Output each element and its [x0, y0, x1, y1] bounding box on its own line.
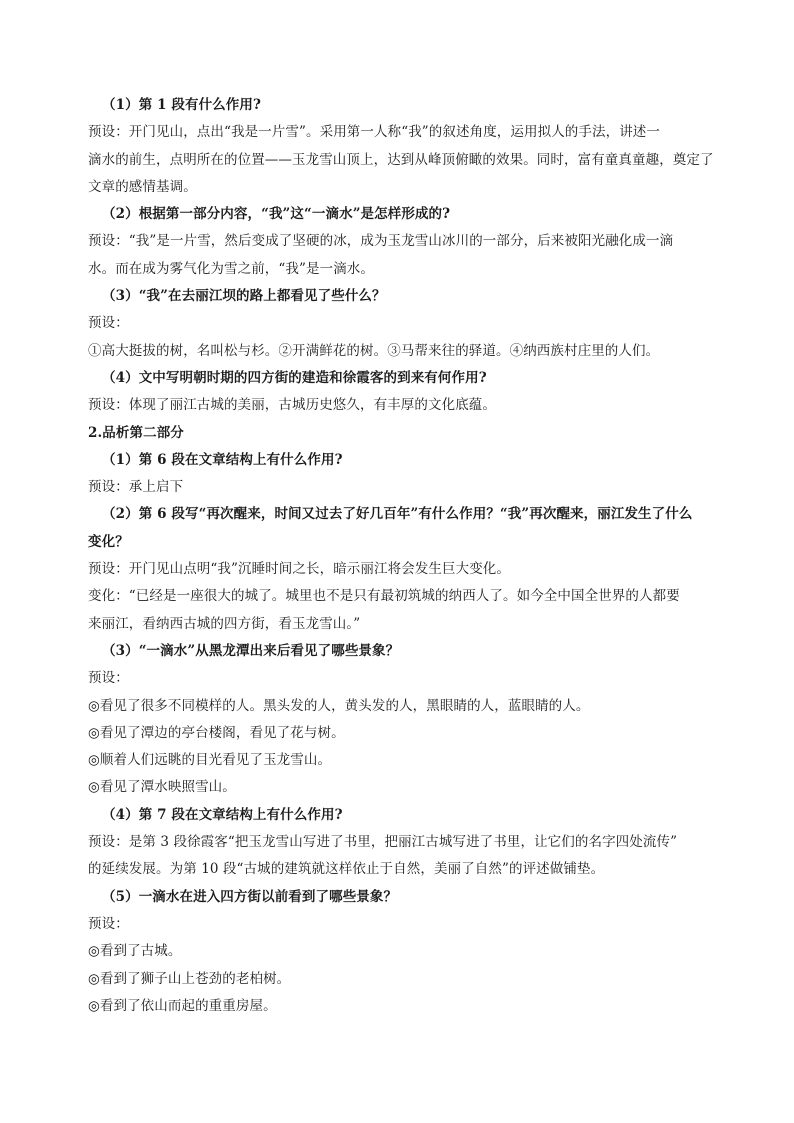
- question-line: （3）“一滴水”从黑龙潭出来后看见了哪些景象？: [102, 642, 400, 659]
- answer-line: ◎看见了潭水映照雪山。: [88, 779, 236, 796]
- answer-line: ◎看到了古城。: [88, 943, 182, 960]
- question-line: （1）第 1 段有什么作用?: [102, 97, 261, 113]
- question-continuation: 变化？: [88, 533, 129, 550]
- question-line: （5）一滴水在进入四方街以前看到了哪些景象？: [102, 888, 398, 905]
- answer-line: 预设：: [88, 670, 129, 687]
- answer-line: ◎顺着人们远眺的目光看见了玉龙雪山。: [88, 752, 332, 769]
- text-continuation: ①高大挺拔的树，名叫松与杉。②开满鲜花的树。③马帮来往的驿道。④纳西族村庄里的人们。: [88, 342, 660, 359]
- text-continuation: 来丽江，看纳西古城的四方街，看玉龙雪山。”: [88, 615, 361, 632]
- text-continuation: 水。而在成为雾气化为雪之前，“我”是一滴水。: [88, 260, 375, 277]
- question-line: （4）文中写明朝时期的四方街的建造和徐霞客的到来有何作用?: [102, 369, 487, 386]
- answer-line: ◎看见了很多不同模样的人。黑头发的人，黄头发的人，黑眼睛的人，蓝眼睛的人。: [88, 697, 590, 714]
- question-line: （3）“我”在去丽江坝的路上都看见了些什么？: [102, 288, 386, 305]
- answer-line: 预设：体现了丽江古城的美丽，古城历史悠久，有丰厚的文化底蕴。: [88, 397, 496, 414]
- answer-line: 预设：是第 3 段徐霞客“把玉龙雪山写进了书里，把丽江古城写进了书里，让它们的名字四处流传”: [88, 834, 678, 851]
- answer-line: ◎看到了依山而起的重重房屋。: [88, 997, 277, 1014]
- question-line: （4）第 7 段在文章结构上有什么作用?: [102, 806, 343, 823]
- question-line: （1）第 6 段在文章结构上有什么作用?: [102, 451, 343, 468]
- answer-line: 变化：“已经是一座很大的城了。城里也不是只有最初筑城的纳西人了。如今全中国全世界的人都要: [88, 588, 680, 605]
- answer-line: 预设：: [88, 315, 129, 332]
- answer-line: ◎看到了狮子山上苍劲的老柏树。: [88, 970, 291, 987]
- answer-line: 预设：: [88, 915, 129, 932]
- question-line: （2）第 6 段写“再次醒来，时间又过去了好几百年”有什么作用？“我”再次醒来，丽江发生了什么: [102, 506, 693, 523]
- answer-line: 预设：承上启下: [88, 479, 184, 496]
- text-continuation: 文章的感情基调。: [88, 178, 197, 195]
- question-line: （2）根据第一部分内容，“我”这“一滴水”是怎样形成的?: [102, 206, 451, 223]
- answer-line: 预设：开门见山，点出“我是一片雪”。采用第一人称“我”的叙述角度，运用拟人的手法，讲述一: [88, 124, 661, 141]
- answer-line: 预设：开门见山点明“我”沉睡时间之长，暗示丽江将会发生巨大变化。: [88, 561, 511, 578]
- document-body: [88, 92, 728, 1020]
- text-continuation: 的延续发展。为第 10 段“古城的建筑就这样依止于自然，美丽了自然”的评述做铺垫。: [88, 861, 605, 878]
- text-continuation: 滴水的前生，点明所在的位置——玉龙雪山顶上，达到从峰顶俯瞰的效果。同时，富有童真童趣，奠定了: [88, 151, 714, 168]
- answer-line: 预设：“我”是一片雪，然后变成了坚硬的冰，成为玉龙雪山冰川的一部分，后来被阳光融化成一滴: [88, 233, 674, 250]
- answer-line: ◎看见了潭边的亭台楼阁，看见了花与树。: [88, 724, 345, 741]
- section-heading: 2.品析第二部分: [88, 424, 184, 441]
